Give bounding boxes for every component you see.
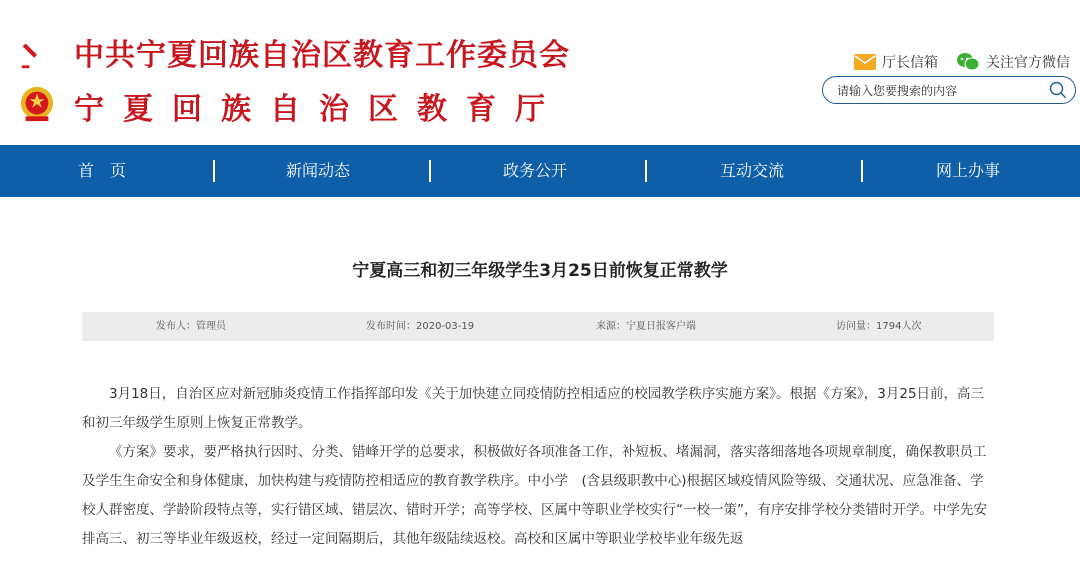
nav-item-online-services[interactable]: 网上办事	[936, 161, 1001, 180]
main-nav	[0, 145, 1080, 197]
director-mailbox-label: 厅长信箱	[882, 55, 938, 71]
party-emblem-icon	[18, 34, 56, 72]
org-title-line2: 宁夏回族自治区教育厅	[74, 92, 564, 127]
director-mailbox-link[interactable]	[854, 52, 938, 72]
meta-views: 访问量：1794人次	[836, 321, 922, 332]
national-emblem-icon	[18, 85, 56, 123]
quick-links	[854, 52, 1070, 72]
article-paragraph: 《方案》要求，要严格执行因时、分类、错峰开学的总要求，积极做好各项准备工作，补短板、堵漏洞，落实落细落地各项规章制度，确保教职员工及学生生命安全和身体健康，加快构建与疫情防控相适应的教育教学秩序。中小学 (含县级职教中心)根据区域疫情风险等级、交通状况、应急准备、学校人群密度、学龄阶段特点等，实行错区域、错层次、错时开学；高等学校、区属中等职业学校实行“一校一策”，有序安排学校分类错时开学。中学先安排高三、初三等毕业年级返校，经过一定间隔期后，其他年级陆续返校。高校和区属中等职业学校毕业年级先返	[82, 444, 987, 547]
org-title-line1: 中共宁夏回族自治区教育工作委员会	[74, 38, 570, 73]
article-body	[82, 380, 996, 554]
search-input[interactable]	[835, 81, 1039, 101]
meta-publisher: 发布人：管理员	[156, 321, 226, 332]
wechat-follow-link[interactable]	[956, 52, 1070, 72]
mail-icon	[854, 54, 876, 70]
meta-source: 来源：宁夏日报客户端	[596, 321, 696, 332]
nav-item-home[interactable]: 首 页	[78, 161, 127, 180]
meta-publish-date: 发布时间：2020-03-19	[366, 321, 475, 332]
nav-separator	[213, 160, 215, 182]
nav-separator	[645, 160, 647, 182]
nav-item-government-affairs[interactable]: 政务公开	[503, 161, 568, 180]
nav-item-news[interactable]: 新闻动态	[286, 161, 351, 180]
article-title: 宁夏高三和初三年级学生3月25日前恢复正常教学	[352, 261, 728, 281]
article-paragraph: 3月18日，自治区应对新冠肺炎疫情工作指挥部印发《关于加快建立同疫情防控相适应的校园教学秩序实施方案》。根据《方案》，3月25日前，高三和初三年级学生原则上恢复正常教学。	[82, 386, 985, 431]
wechat-icon	[956, 52, 980, 72]
search-box	[822, 76, 1076, 104]
nav-separator	[429, 160, 431, 182]
site-header	[0, 0, 1080, 145]
nav-item-interaction[interactable]: 互动交流	[720, 161, 785, 180]
search-icon[interactable]	[1049, 81, 1067, 99]
article-meta-bar	[82, 312, 994, 341]
nav-separator	[861, 160, 863, 182]
wechat-follow-label: 关注官方微信	[986, 55, 1070, 71]
